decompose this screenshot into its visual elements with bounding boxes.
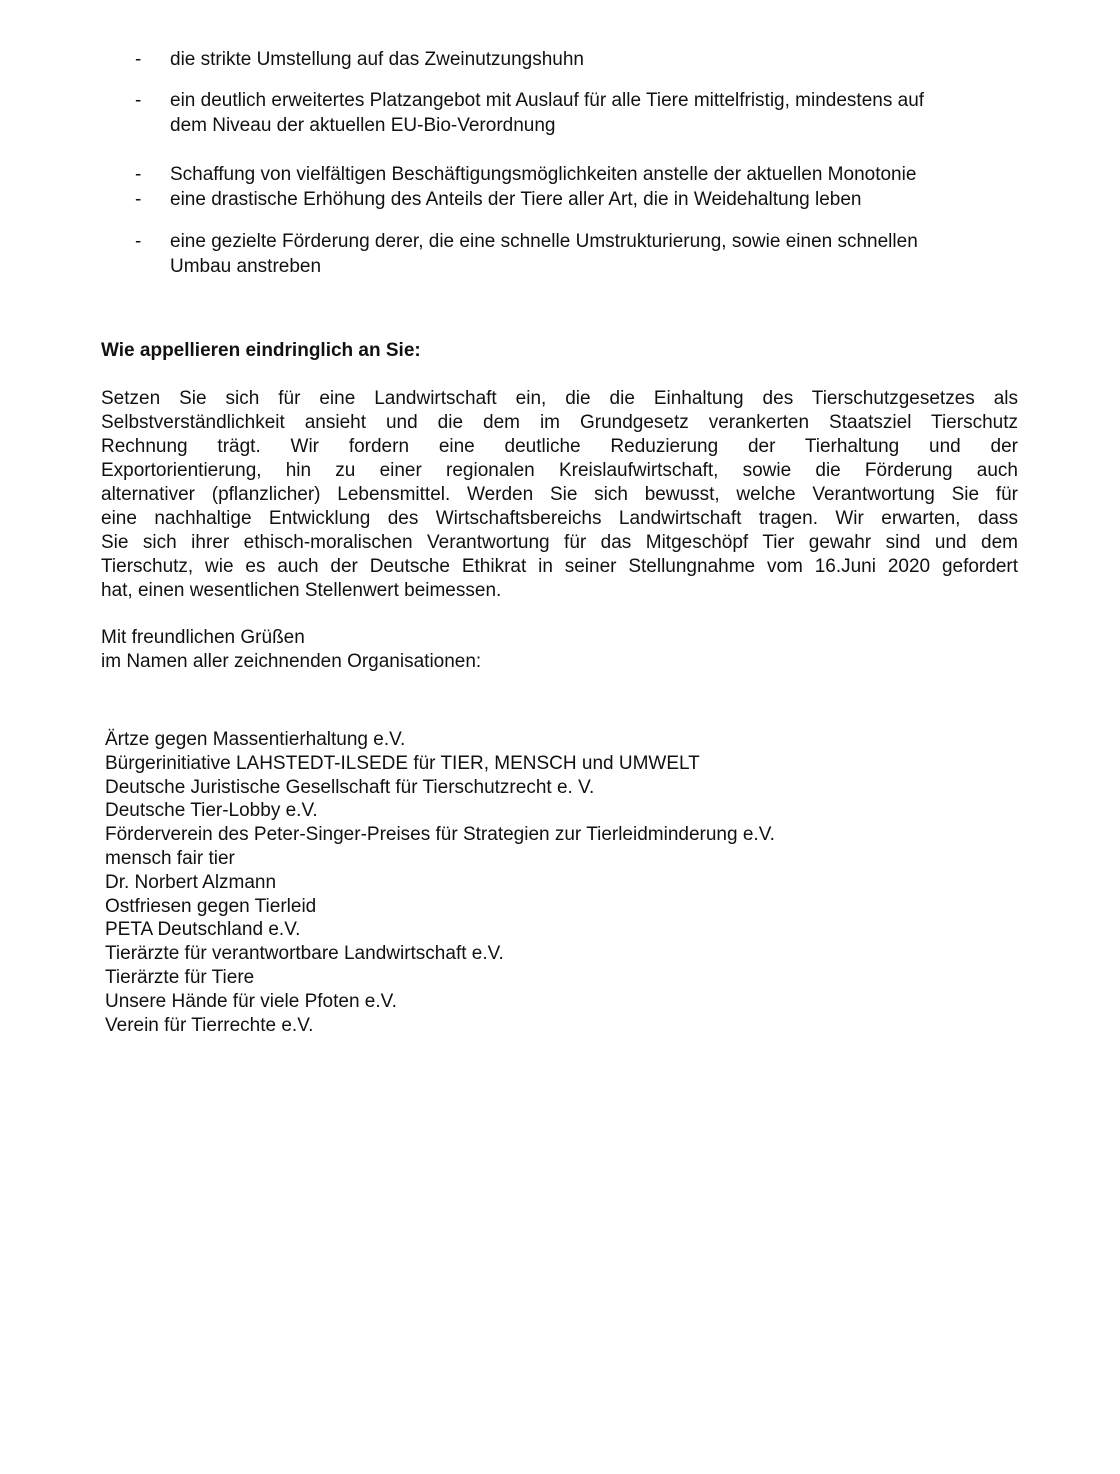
closing-greeting: Mit freundlichen Grüßen [101,627,305,648]
bullet-dash: - [135,189,142,210]
paragraph-line: eine nachhaltige Entwicklung des Wirtschaftsbereichs Landwirtschaft tragen. Wir erwarten, dass [101,508,1018,529]
bullet-text: eine gezielte Förderung derer, die eine schnelle Umstrukturierung, sowie einen schnellen [170,231,918,252]
organisation-name: mensch fair tier [105,848,235,869]
paragraph-line: Selbstverständlichkeit ansieht und die dem im Grundgesetz verankerten Staatsziel Tierschutz [101,412,1018,433]
organisation-name: PETA Deutschland e.V. [105,919,301,941]
bullet-text: dem Niveau der aktuellen EU-Bio-Verordnung [170,115,556,136]
paragraph-line: hat, einen wesentlichen Stellenwert beimessen. [101,580,502,601]
organisation-name: Tierärzte für verantwortbare Landwirtschaft e.V. [105,943,504,965]
organisation-name: Förderverein des Peter-Singer-Preises für Strategien zur Tierleidminderung e.V. [105,824,775,846]
bullet-dash: - [135,90,142,111]
bullet-text: die strikte Umstellung auf das Zweinutzungshuhn [170,49,585,70]
closing-signatory-line: im Namen aller zeichnenden Organisationen: [101,651,482,672]
organisation-name: Ostfriesen gegen Tierleid [105,895,317,917]
organisation-name: Dr. Norbert Alzmann [105,871,277,893]
bullet-dash: - [135,49,142,70]
bullet-text: ein deutlich erweitertes Platzangebot mit Auslauf für alle Tiere mittelfristig, mindestens auf [170,90,925,111]
bullet-text: Schaffung von vielfältigen Beschäftigungsmöglichkeiten anstelle der aktuellen Monotonie [170,164,917,185]
appeal-heading: Wie appellieren eindringlich an Sie: [101,340,421,361]
organisation-name: Bürgerinitiative LAHSTEDT-ILSEDE für TIER, MENSCH und UMWELT [105,752,700,774]
paragraph-line: Exportorientierung, hin zu einer regionalen Kreislaufwirtschaft, sowie die Förderung auch [101,460,1018,481]
bullet-dash: - [135,231,142,252]
organisation-name: Unsere Hände für viele Pfoten e.V. [105,990,397,1012]
organisation-name: Deutsche Juristische Gesellschaft für Tierschutzrecht e. V. [105,776,595,798]
organisation-name: Verein für Tierrechte e.V. [105,1014,314,1036]
bullet-text: Umbau anstreben [170,256,322,277]
paragraph-line: Setzen Sie sich für eine Landwirtschaft ein, die die Einhaltung des Tierschutzgesetzes als [101,388,1018,409]
paragraph-line: Rechnung trägt. Wir fordern eine deutliche Reduzierung der Tierhaltung und der [101,436,1018,457]
paragraph-line: Sie sich ihrer ethisch-moralischen Verantwortung für das Mitgeschöpf Tier gewahr sind und dem [101,532,1018,553]
organisation-name: Tierärzte für Tiere [105,967,255,988]
organisation-name: Deutsche Tier-Lobby e.V. [105,800,318,822]
paragraph-line: Tierschutz, wie es auch der Deutsche Ethikrat in seiner Stellungnahme vom 16.Juni 2020 gefordert [101,556,1018,577]
bullet-dash: - [135,164,142,185]
paragraph-line: alternativer (pflanzlicher) Lebensmittel. Werden Sie sich bewusst, welche Verantwortung Sie für [101,484,1018,505]
bullet-text: eine drastische Erhöhung des Anteils der Tiere aller Art, die in Weidehaltung leben [170,189,862,210]
organisation-name: Ärtze gegen Massentierhaltung e.V. [105,729,406,750]
